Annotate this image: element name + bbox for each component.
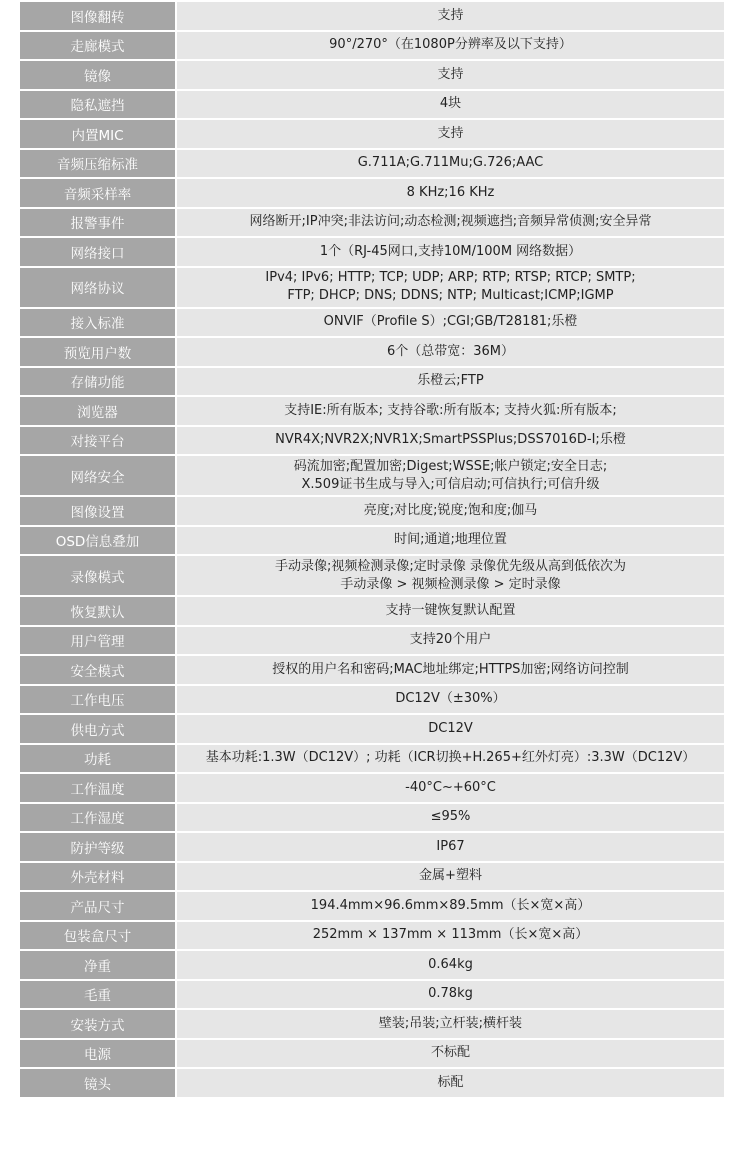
spec-value: [177, 91, 724, 119]
spec-value: [177, 309, 724, 337]
spec-value: [177, 686, 724, 714]
spec-row: [20, 238, 724, 266]
spec-key: 恢复默认: [20, 597, 175, 625]
spec-row: [20, 804, 724, 832]
spec-value: [177, 338, 724, 366]
spec-value-line: 0.78kg: [428, 986, 473, 1002]
spec-value: [177, 397, 724, 425]
spec-row: [20, 397, 724, 425]
spec-value: [177, 456, 724, 495]
spec-row: [20, 268, 724, 307]
spec-key: 外壳材料: [20, 863, 175, 891]
spec-row: [20, 833, 724, 861]
spec-row: [20, 61, 724, 89]
spec-row: [20, 91, 724, 119]
spec-key: 净重: [20, 951, 175, 979]
spec-row: [20, 745, 724, 773]
spec-key: 安装方式: [20, 1010, 175, 1038]
spec-value-line: 标配: [437, 1074, 464, 1090]
spec-key: 产品尺寸: [20, 892, 175, 920]
spec-key: 音频压缩标准: [20, 150, 175, 178]
spec-value-line: 码流加密;配置加密;Digest;WSSE;帐户锁定;安全日志;: [293, 458, 608, 474]
spec-key: 网络安全: [20, 456, 175, 495]
spec-row: [20, 597, 724, 625]
spec-value-line: 支持20个用户: [409, 632, 492, 648]
spec-row: [20, 32, 724, 60]
spec-value-line: 支持: [437, 7, 464, 23]
spec-value-line: 壁装;吊装;立杆装;横杆装: [378, 1015, 523, 1031]
spec-row: [20, 368, 724, 396]
spec-row: [20, 527, 724, 555]
spec-row: [20, 715, 724, 743]
spec-table: [20, 2, 724, 1099]
spec-row: [20, 150, 724, 178]
spec-value-line: 金属+塑料: [419, 868, 482, 884]
spec-value-line: X.509证书生成与导入;可信启动;可信执行;可信升级: [301, 476, 600, 492]
spec-value: [177, 715, 724, 743]
spec-value: [177, 427, 724, 455]
spec-value-line: -40°C~+60°C: [405, 779, 496, 795]
spec-value-line: 1个（RJ-45网口,支持10M/100M 网络数据）: [319, 243, 582, 259]
spec-value: [177, 863, 724, 891]
spec-row: [20, 951, 724, 979]
spec-value: [177, 833, 724, 861]
spec-row: [20, 427, 724, 455]
spec-value: [177, 745, 724, 773]
spec-row: [20, 309, 724, 337]
spec-key: 功耗: [20, 745, 175, 773]
spec-value: [177, 922, 724, 950]
spec-key: 工作湿度: [20, 804, 175, 832]
spec-key: 图像设置: [20, 497, 175, 525]
spec-row: [20, 1010, 724, 1038]
spec-value: [177, 892, 724, 920]
spec-key: 内置MIC: [20, 120, 175, 148]
spec-value-line: NVR4X;NVR2X;NVR1X;SmartPSSPlus;DSS7016D-I;乐橙: [275, 432, 626, 448]
spec-value: [177, 368, 724, 396]
spec-row: [20, 892, 724, 920]
spec-value: [177, 268, 724, 307]
spec-key: 供电方式: [20, 715, 175, 743]
spec-value-line: 支持一键恢复默认配置: [385, 602, 516, 618]
spec-value: [177, 1069, 724, 1097]
spec-value-line: 亮度;对比度;锐度;饱和度;伽马: [363, 502, 538, 518]
spec-row: [20, 774, 724, 802]
spec-row: [20, 456, 724, 495]
spec-key: 隐私遮挡: [20, 91, 175, 119]
spec-value: [177, 1010, 724, 1038]
spec-value-line: 252mm × 137mm × 113mm（长×宽×高）: [312, 927, 589, 943]
spec-value-line: DC12V（±30%）: [395, 691, 506, 707]
spec-value-line: 6个（总带宽：36M）: [386, 343, 515, 359]
spec-key: 报警事件: [20, 209, 175, 237]
spec-value-line: 手动录像;视频检测录像;定时录像 录像优先级从高到低依次为: [275, 558, 626, 574]
spec-row: [20, 338, 724, 366]
spec-value: [177, 981, 724, 1009]
spec-value-line: 8 KHz;16 KHz: [406, 184, 495, 200]
spec-key: 音频采样率: [20, 179, 175, 207]
spec-row: [20, 686, 724, 714]
spec-key: 浏览器: [20, 397, 175, 425]
spec-key: OSD信息叠加: [20, 527, 175, 555]
spec-key: 存储功能: [20, 368, 175, 396]
spec-key: 工作温度: [20, 774, 175, 802]
spec-value-line: 4块: [439, 96, 462, 112]
spec-value: [177, 597, 724, 625]
spec-row: [20, 863, 724, 891]
spec-value-line: FTP; DHCP; DNS; DDNS; NTP; Multicast;ICMP;IGMP: [287, 288, 614, 303]
spec-value-line: 0.64kg: [428, 956, 473, 972]
spec-value-line: 乐橙云;FTP: [417, 373, 484, 389]
spec-value-line: 194.4mm×96.6mm×89.5mm（长×宽×高）: [310, 897, 591, 913]
spec-value: [177, 497, 724, 525]
spec-row: [20, 209, 724, 237]
spec-row: [20, 922, 724, 950]
spec-row: [20, 179, 724, 207]
spec-key: 工作电压: [20, 686, 175, 714]
spec-key: 防护等级: [20, 833, 175, 861]
spec-key: 预览用户数: [20, 338, 175, 366]
spec-value-line: 支持IE:所有版本; 支持谷歌:所有版本; 支持火狐:所有版本;: [284, 402, 617, 418]
spec-row: [20, 497, 724, 525]
spec-value-line: G.711A;G.711Mu;G.726;AAC: [357, 155, 544, 171]
spec-key: 电源: [20, 1040, 175, 1068]
spec-value: [177, 656, 724, 684]
spec-row: [20, 627, 724, 655]
spec-row: [20, 656, 724, 684]
spec-row: [20, 2, 724, 30]
spec-key: 毛重: [20, 981, 175, 1009]
spec-value-line: ONVIF（Profile S）;CGI;GB/T28181;乐橙: [323, 314, 578, 330]
spec-key: 走廊模式: [20, 32, 175, 60]
spec-row: [20, 1069, 724, 1097]
spec-value: [177, 32, 724, 60]
spec-value-line: 授权的用户名和密码;MAC地址绑定;HTTPS加密;网络访问控制: [272, 661, 629, 677]
spec-value-line: 基本功耗:1.3W（DC12V）; 功耗（ICR切换+H.265+红外灯亮）:3.3W（DC12V）: [205, 750, 696, 766]
spec-value-line: IPv4; IPv6; HTTP; TCP; UDP; ARP; RTP; RTSP; RTCP; SMTP;: [265, 270, 636, 285]
spec-value-line: DC12V: [428, 720, 473, 736]
spec-key: 网络协议: [20, 268, 175, 307]
spec-value: [177, 150, 724, 178]
spec-key: 安全模式: [20, 656, 175, 684]
spec-value: [177, 1040, 724, 1068]
spec-key: 网络接口: [20, 238, 175, 266]
spec-value: [177, 804, 724, 832]
spec-key: 接入标准: [20, 309, 175, 337]
spec-row: [20, 120, 724, 148]
spec-value: [177, 556, 724, 595]
spec-value-line: 支持: [437, 66, 464, 82]
spec-value: [177, 120, 724, 148]
spec-row: [20, 556, 724, 595]
spec-key: 对接平台: [20, 427, 175, 455]
spec-row: [20, 1040, 724, 1068]
spec-value: [177, 179, 724, 207]
spec-value-line: ≤95%: [430, 809, 471, 825]
spec-value: [177, 61, 724, 89]
spec-value: [177, 774, 724, 802]
spec-value-line: 手动录像 > 视频检测录像 > 定时录像: [340, 576, 561, 592]
spec-value-line: 90°/270°（在1080P分辨率及以下支持）: [329, 37, 572, 53]
spec-value-line: 时间;通道;地理位置: [394, 532, 507, 548]
spec-value: [177, 527, 724, 555]
spec-value: [177, 951, 724, 979]
spec-value-line: IP67: [436, 838, 465, 854]
spec-key: 镜头: [20, 1069, 175, 1097]
spec-key: 用户管理: [20, 627, 175, 655]
spec-row: [20, 981, 724, 1009]
spec-key: 包装盒尺寸: [20, 922, 175, 950]
spec-value: [177, 627, 724, 655]
spec-value-line: 网络断开;IP冲突;非法访问;动态检测;视频遮挡;音频异常侦测;安全异常: [249, 214, 652, 230]
spec-value: [177, 2, 724, 30]
spec-value: [177, 209, 724, 237]
spec-value-line: 不标配: [430, 1045, 470, 1061]
spec-key: 镜像: [20, 61, 175, 89]
spec-key: 图像翻转: [20, 2, 175, 30]
spec-value: [177, 238, 724, 266]
spec-key: 录像模式: [20, 556, 175, 595]
spec-value-line: 支持: [437, 125, 464, 141]
